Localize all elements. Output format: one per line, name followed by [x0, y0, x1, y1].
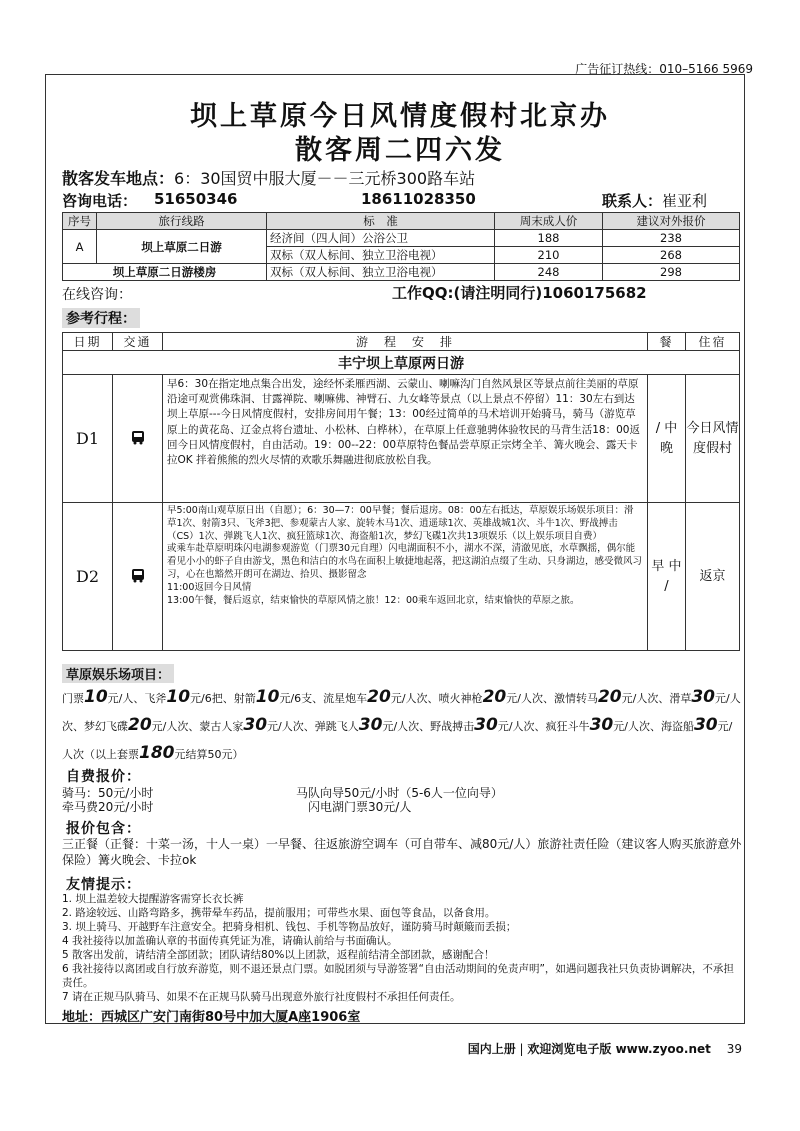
table-row: [63, 375, 740, 503]
meal-info: 早 中 /: [648, 503, 686, 651]
day-label: D2: [63, 503, 113, 651]
fun-item-price: 30: [693, 715, 718, 735]
self-pay-item: 马队向导50元/小时（5-6人一位向导）: [296, 786, 503, 800]
col-standard: 标 准: [267, 213, 495, 230]
transport-cell: [113, 375, 163, 503]
standard: 双标（双人标间、独立卫浴电视）: [267, 247, 495, 264]
fun-item-name: 飞斧: [144, 692, 167, 705]
fun-item-name: 蒙古人家: [199, 720, 244, 733]
page-title: 坝上草原今日风情度假村北京办: [190, 101, 610, 132]
ad-hotline: 广告征订热线：010–5166 5969: [575, 62, 753, 76]
fun-package: [84, 743, 244, 763]
fun-item: [84, 715, 200, 735]
fun-item-unit: 元/人次、: [151, 720, 200, 733]
fun-item-price: 10: [255, 687, 280, 707]
fun-item-unit: 元/6把、: [190, 692, 234, 705]
table-row: [63, 503, 740, 651]
phone-label: 咨询电话：: [62, 192, 138, 210]
meal-info: / 中 晚: [648, 375, 686, 503]
fun-item-price: 10: [166, 687, 191, 707]
departure-value: 6：30国贸中服大厦－－三元桥300路车站: [174, 169, 476, 188]
page-number: 39: [726, 1042, 742, 1056]
phone-2[interactable]: 18611028350: [361, 190, 476, 208]
route-name: 坝上草原二日游: [97, 230, 267, 264]
fun-item-unit: 元/人次: [62, 720, 733, 761]
col-weekend-price: 周末成人价: [495, 213, 603, 230]
contact-name: 崔亚利: [662, 192, 708, 210]
route-name: 坝上草原二日游楼房: [63, 264, 267, 281]
fun-item-price: 30: [474, 715, 498, 735]
transport-cell: [113, 503, 163, 651]
self-pay-heading: 自费报价：: [66, 769, 141, 785]
fun-price-list: [62, 684, 742, 768]
footer-section: 国内上册: [467, 1042, 516, 1056]
table-row: [63, 230, 740, 247]
fun-item-name: 射箭: [233, 692, 256, 705]
fun-item-unit: 元/人次、: [506, 692, 554, 705]
fun-item-price: 30: [691, 687, 716, 707]
list-item: 2. 路途较远、山路弯路多，携带晕车药品，提前服用；可带些水果、面包等食品，以备食用。: [62, 907, 496, 919]
col-route: 旅行线路: [97, 213, 267, 230]
col-suggested-price: 建议对外报价: [603, 213, 740, 230]
tips-list: [62, 892, 740, 1004]
fun-item-name: 激情转马: [553, 692, 598, 705]
fun-item-unit: 元/6支、: [279, 692, 324, 705]
fun-package-suffix: 元结算50元）: [174, 748, 244, 761]
standard: 经济间（四人间）公浴公卫: [267, 230, 495, 247]
work-qq[interactable]: 工作QQ:(请注明同行)1060175682: [392, 284, 647, 302]
fun-item-unit: 元/人次、: [613, 720, 661, 733]
table-row: [63, 264, 740, 281]
fun-item-unit: 元/人次、: [62, 692, 741, 733]
itinerary-table: [62, 332, 740, 651]
fun-item-price: 30: [243, 715, 268, 735]
fun-item-price: 20: [482, 687, 507, 707]
itinerary-header: [63, 333, 740, 351]
online-consult-label: 在线咨询：: [62, 287, 132, 303]
address: 地址：西城区广安门南街80号中加大厦A座1906室: [62, 1010, 361, 1025]
fun-item-unit: 元/人次、: [390, 692, 439, 705]
fun-item: [62, 687, 145, 707]
page-subtitle: 散客周二四六发: [295, 135, 505, 166]
weekend-price: 188: [495, 230, 603, 247]
departure-label: 散客发车地点：: [62, 169, 175, 188]
contact-person: [602, 190, 707, 211]
bus-icon: [131, 430, 145, 445]
bus-icon: [131, 568, 145, 583]
suggested-price: 298: [603, 264, 740, 281]
fun-item-name: 流星炮车: [323, 692, 368, 705]
self-pay-item: 骑马：50元/小时: [62, 786, 154, 800]
col-transport: 交通: [113, 333, 163, 351]
list-item: 6 我社接待以离团或自行放弃游览，则不退还景点门票。如脱团须与导游签署“自由活动期间的免责声明”，如遇问题我社只负责协调解决，不承担责任。: [62, 963, 734, 989]
footer-slogan[interactable]: 欢迎浏览电子版 www.zyoo.net: [527, 1042, 711, 1056]
day-label: D1: [63, 375, 113, 503]
fun-item-price: 30: [358, 715, 383, 735]
suggested-price: 238: [603, 230, 740, 247]
self-pay-item: 闪电湖门票30元/人: [308, 800, 412, 814]
phone-1[interactable]: 51650346: [154, 190, 238, 208]
fun-item-unit: 元/人次、: [621, 692, 670, 705]
fun-item: [314, 715, 431, 735]
fun-item-unit: 元/人次、: [382, 720, 431, 733]
fun-package-prefix: （以上套票: [84, 748, 139, 761]
list-item: 4 我社接待以加盖确认章的书面传真凭证为准，请确认前给与书面确认。: [62, 935, 398, 947]
fun-item-name: 滑草: [669, 692, 692, 705]
fun-item-price: 20: [597, 687, 622, 707]
price-table: [62, 212, 740, 281]
fun-item: [430, 715, 546, 735]
stay-info: 今日风情度假村: [686, 375, 740, 503]
itinerary-heading: 参考行程：: [62, 308, 140, 328]
stay-info: 返京: [686, 503, 740, 651]
fun-item-name: 喷火神枪: [438, 692, 483, 705]
self-pay-list: [62, 786, 742, 814]
fun-item-price: 30: [589, 715, 614, 735]
fun-item-name: 野战搏击: [430, 720, 475, 733]
col-plan: 游 程 安 排: [163, 333, 648, 351]
fun-item-price: 20: [128, 715, 152, 735]
list-item: 5 散客出发前，请结清全部团款；团队请结80%以上团款，返程前结清全部团款，感谢配合！: [62, 949, 495, 961]
suggested-price: 268: [603, 247, 740, 264]
fun-item-price: 20: [367, 687, 391, 707]
fun-item: [545, 715, 661, 735]
fun-item-name: 门票: [62, 692, 84, 705]
day-plan: 早5:00南山观草原日出（自愿）；6：30—7：00早餐；餐后退房。08：00左右抵达，草原娱乐场娱乐项目：滑草1次、射箭3只、飞斧3把、参观蒙古人家、旋转木马1次、逍遥球1次、英雄战城1次、斗牛1次、野战搏击（CS）1次、弹跳飞人1次、疯狂篮球1次、海盗船1次，梦幻飞碟1次共13项娱乐（以上娱乐项目自费） 或乘车赴草原明珠闪电湖参观游览（门票30元自理）闪电湖面积不小，湖水不深，清澈见底，水草飘摇，偶尔能看见小小的虾子自由游戈，黑色和洁白的水鸟在面积上敏捷地起落，把这湖泊点缀了生动、只身湖边，感受微风习习，心在也豁然开朗可在湖边、拾贝、摄影留念 11:00返回今日风情 13:00午餐，餐后返京，结束愉快的草原风情之旅！12：00乘车返回北京，结束愉快的草原之旅。: [163, 503, 648, 651]
departure-info: [62, 166, 475, 189]
fun-package-price: 180: [139, 743, 175, 763]
self-pay-col2: [296, 786, 503, 814]
fun-item-name: 疯狂斗牛: [545, 720, 590, 733]
fun-item: [233, 687, 324, 707]
col-date: 日期: [63, 333, 113, 351]
list-item: 1. 坝上温差较大提醒游客需穿长衣长裤: [62, 893, 244, 905]
fun-item: [438, 687, 554, 707]
fun-item-price: 10: [84, 687, 108, 707]
fun-item-name: 弹跳飞人: [314, 720, 359, 733]
list-item: 3. 坝上骑马、开越野车注意安全。把骑身相机、钱包、手机等物品放好，谨防骑马时颠簸而丢损；: [62, 921, 517, 933]
weekend-price: 210: [495, 247, 603, 264]
fun-item: [323, 687, 439, 707]
fun-item-unit: 元/人次、: [497, 720, 546, 733]
day-plan: 早6：30在指定地点集合出发，途经怀柔雁西湖、云蒙山、喇嘛沟门自然风景区等景点前往美丽的草原沿途可观赏佛珠洞、甘露禅院、喇嘛佛、神臂石、九女峰等景点（以上景点不停留）11：30左右到达坝上草原---今日风情度假村，安排房间用午餐；13：00经过简单的马术培训开始骑马，骑马（游览草原上的黄花岛、辽金点将台遗址、小松林、白桦林），在草原上任意驰骋体验牧民的马背生活18：00返回今日风情度假村，自由活动。19：00--22：00草原特色餐品尝草原正宗烤全羊、篝火晚会、露天卡拉OK 拌着熊熊的烈火尽情的欢歌乐舞融进彻底放松自我。: [163, 375, 648, 503]
col-stay: 住宿: [686, 333, 740, 351]
contact-label: 联系人：: [602, 192, 663, 210]
fun-item-unit: 元/人次、: [267, 720, 315, 733]
included-heading: 报价包含：: [66, 821, 141, 837]
page-footer: [468, 1040, 742, 1057]
fun-item-name: 海盗船: [660, 720, 694, 733]
route-title: 丰宁坝上草原两日游: [63, 351, 740, 375]
list-item: 7 请在正规马队骑马、如果不在正规马队骑马出现意外旅行社度假村不承担任何责任。: [62, 991, 461, 1003]
fun-item: [553, 687, 670, 707]
standard: 双标（双人标间、独立卫浴电视）: [267, 264, 495, 281]
included-text: 三正餐（正餐：十菜一汤，十人一桌）一早餐、往返旅游空调车（可自带车、减80元/人）旅游社责任险（建议客人购买旅游意外保险）篝火晚会、卡拉ok: [62, 837, 742, 867]
fun-item: [144, 687, 234, 707]
tips-heading: 友情提示：: [66, 877, 141, 893]
fun-heading: 草原娱乐场项目：: [62, 664, 174, 683]
row-index: A: [63, 230, 97, 264]
fun-item-unit: 元/人、: [107, 692, 145, 705]
fun-item-name: 梦幻飞碟: [84, 720, 128, 733]
price-table-header: [63, 213, 740, 230]
fun-item: [199, 715, 315, 735]
self-pay-item: 牵马费20元/小时: [62, 800, 154, 814]
footer-divider: |: [519, 1042, 528, 1056]
weekend-price: 248: [495, 264, 603, 281]
col-index: 序号: [63, 213, 97, 230]
col-meal: 餐: [648, 333, 686, 351]
